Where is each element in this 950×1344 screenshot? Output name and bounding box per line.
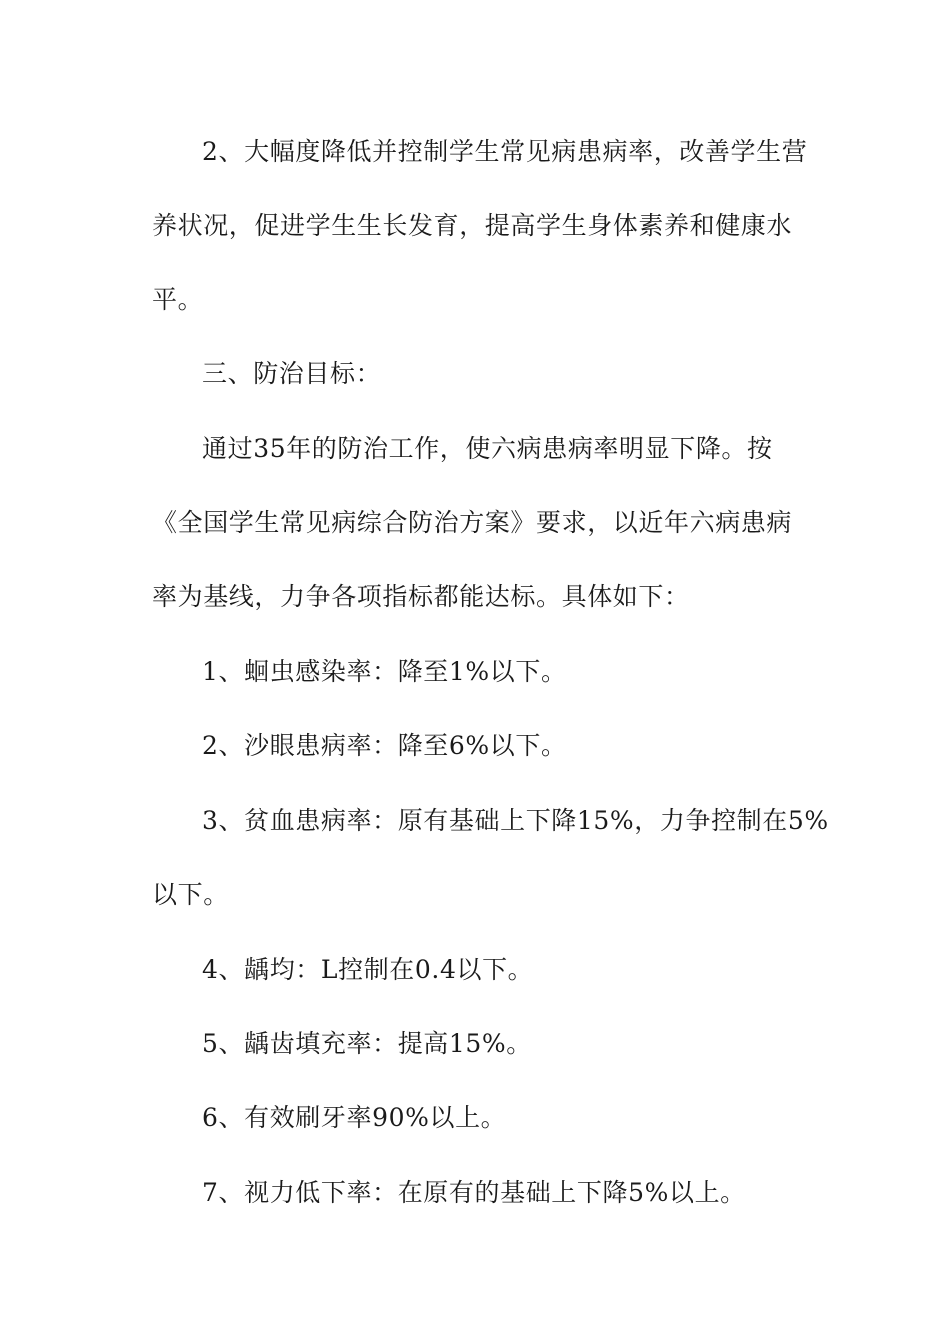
paragraph-intro-line-3: 率为基线，力争各项指标都能达标。具体如下：	[152, 582, 690, 611]
target-item-5: 5、龋齿填充率：提高15%。	[202, 1029, 532, 1058]
target-item-6: 6、有效刷牙率90%以上。	[202, 1103, 507, 1132]
paragraph-goal-2-line-2: 养状况，促进学生生长发育，提高学生身体素养和健康水	[152, 211, 793, 240]
target-item-3-line-2: 以下。	[152, 880, 229, 909]
target-item-2: 2、沙眼患病率：降至6%以下。	[202, 731, 567, 760]
paragraph-intro-line-2: 《全国学生常见病综合防治方案》要求，以近年六病患病	[152, 508, 793, 537]
target-item-7: 7、视力低下率：在原有的基础上下降5%以上。	[202, 1178, 746, 1207]
target-item-4: 4、龋均：L控制在0.4以下。	[202, 955, 534, 984]
target-item-1: 1、蛔虫感染率：降至1%以下。	[202, 657, 567, 686]
paragraph-goal-2-line-1: 2、大幅度降低并控制学生常见病患病率，改善学生营	[202, 137, 808, 166]
section-heading-prevention-targets: 三、防治目标：	[202, 359, 382, 388]
target-item-3-line-1: 3、贫血患病率：原有基础上下降15%，力争控制在5%	[202, 806, 829, 835]
paragraph-goal-2-line-3: 平。	[152, 285, 204, 314]
paragraph-intro-line-1: 通过35年的防治工作，使六病患病率明显下降。按	[202, 434, 773, 463]
